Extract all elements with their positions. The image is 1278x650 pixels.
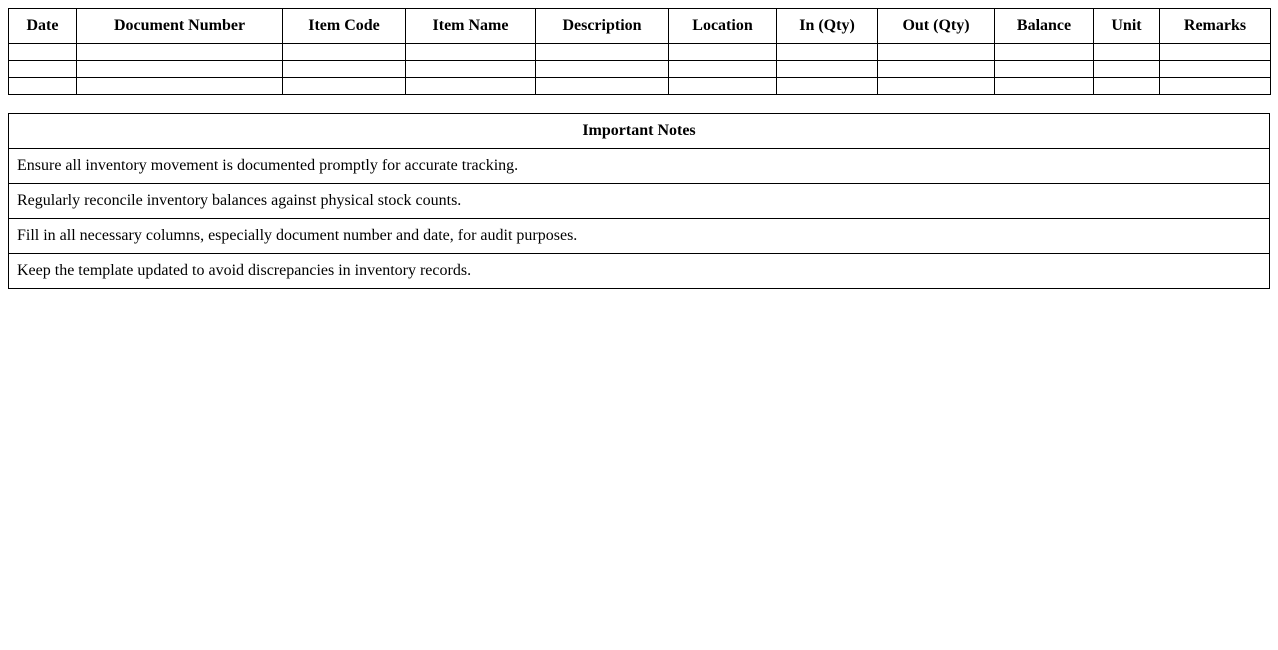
table-cell[interactable] (1094, 78, 1160, 95)
table-cell[interactable] (669, 78, 777, 95)
table-cell[interactable] (406, 61, 536, 78)
column-header-item-code: Item Code (283, 9, 406, 44)
table-cell[interactable] (878, 61, 995, 78)
column-header-out-qty: Out (Qty) (878, 9, 995, 44)
table-cell[interactable] (1160, 44, 1271, 61)
table-cell[interactable] (777, 61, 878, 78)
table-cell[interactable] (77, 61, 283, 78)
column-header-balance: Balance (995, 9, 1094, 44)
table-cell[interactable] (669, 44, 777, 61)
note-item: Regularly reconcile inventory balances against physical stock counts. (9, 184, 1270, 219)
table-row (9, 44, 1271, 61)
table-cell[interactable] (1094, 61, 1160, 78)
table-cell[interactable] (995, 61, 1094, 78)
table-cell[interactable] (777, 78, 878, 95)
note-item: Fill in all necessary columns, especially document number and date, for audit purposes. (9, 219, 1270, 254)
note-row (9, 254, 1270, 289)
note-row (9, 184, 1270, 219)
table-cell[interactable] (406, 44, 536, 61)
inventory-header-row (9, 9, 1271, 44)
table-cell[interactable] (536, 78, 669, 95)
column-header-date: Date (9, 9, 77, 44)
table-cell[interactable] (9, 61, 77, 78)
table-cell[interactable] (1160, 61, 1271, 78)
notes-header-row (9, 114, 1270, 149)
note-item: Keep the template updated to avoid discrepancies in inventory records. (9, 254, 1270, 289)
inventory-table (8, 8, 1271, 95)
note-row (9, 149, 1270, 184)
column-header-unit: Unit (1094, 9, 1160, 44)
table-cell[interactable] (283, 78, 406, 95)
column-header-document-number: Document Number (77, 9, 283, 44)
table-cell[interactable] (995, 44, 1094, 61)
table-row (9, 78, 1271, 95)
table-cell[interactable] (9, 78, 77, 95)
table-cell[interactable] (878, 78, 995, 95)
table-cell[interactable] (1160, 78, 1271, 95)
table-cell[interactable] (77, 44, 283, 61)
table-cell[interactable] (536, 44, 669, 61)
table-cell[interactable] (1094, 44, 1160, 61)
note-row (9, 219, 1270, 254)
table-cell[interactable] (536, 61, 669, 78)
table-cell[interactable] (669, 61, 777, 78)
column-header-in-qty: In (Qty) (777, 9, 878, 44)
column-header-remarks: Remarks (1160, 9, 1271, 44)
table-row (9, 61, 1271, 78)
notes-title: Important Notes (9, 114, 1270, 149)
table-cell[interactable] (283, 44, 406, 61)
note-item: Ensure all inventory movement is documented promptly for accurate tracking. (9, 149, 1270, 184)
table-cell[interactable] (406, 78, 536, 95)
table-cell[interactable] (878, 44, 995, 61)
table-cell[interactable] (777, 44, 878, 61)
notes-table (8, 113, 1270, 289)
table-cell[interactable] (995, 78, 1094, 95)
column-header-description: Description (536, 9, 669, 44)
column-header-item-name: Item Name (406, 9, 536, 44)
table-cell[interactable] (77, 78, 283, 95)
table-cell[interactable] (283, 61, 406, 78)
table-cell[interactable] (9, 44, 77, 61)
column-header-location: Location (669, 9, 777, 44)
